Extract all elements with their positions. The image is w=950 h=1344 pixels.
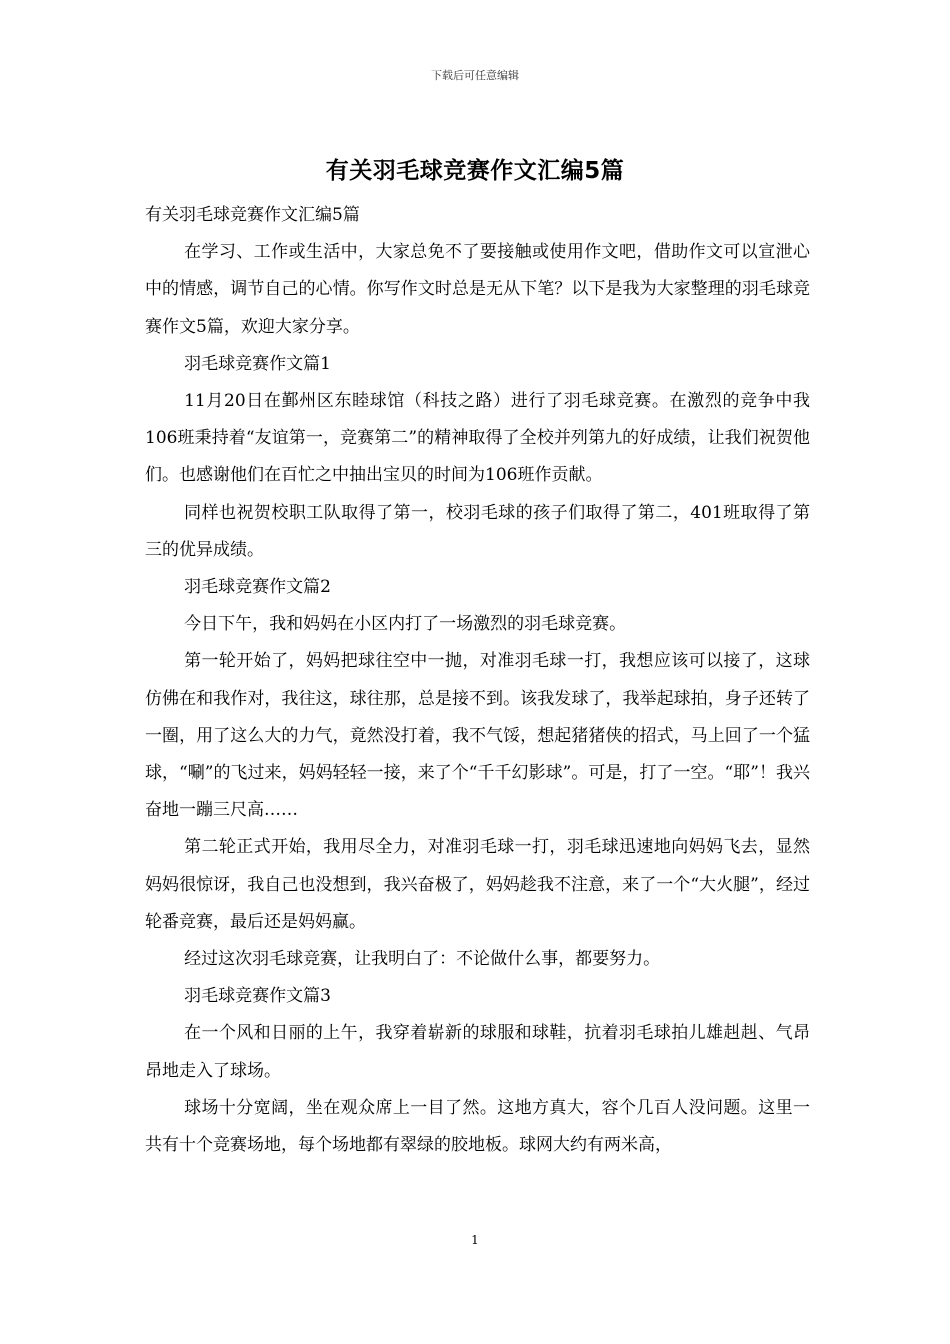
section-heading-3: 羽毛球竞赛作文篇3 xyxy=(184,986,331,1007)
body-paragraph: 经过这次羽毛球竞赛，让我明白了：不论做什么事，都要努力。 xyxy=(184,949,661,970)
body-paragraph: 11月20日在鄞州区东睦球馆（科技之路）进行了羽毛球竞赛。在激烈的竞争中我106班秉持着“友谊第一，竞赛第二”的精神取得了全校并列第九的好成绩，让我们祝贺他们。也感谢他们在百忙之中抽出宝贝的时间为106班作贡献。 xyxy=(145,391,810,486)
section-heading-2: 羽毛球竞赛作文篇2 xyxy=(184,577,331,598)
body-paragraph: 球场十分宽阔，坐在观众席上一目了然。这地方真大，容个几百人没问题。这里一共有十个竞赛场地，每个场地都有翠绿的胶地板。球网大约有两米高， xyxy=(145,1097,810,1156)
intro-paragraph: 在学习、工作或生活中，大家总免不了要接触或使用作文吧，借助作文可以宣泄心中的情感，调节自己的心情。你写作文时总是无从下笔？以下是我为大家整理的羽毛球竞赛作文5篇，欢迎大家分享。 xyxy=(145,242,810,337)
page-header: 下载后可任意编辑 xyxy=(431,69,519,82)
body-paragraph: 第一轮开始了，妈妈把球往空中一抛，对准羽毛球一打，我想应该可以接了，这球仿佛在和我作对，我往这，球往那，总是接不到。该我发球了，我举起球拍，身子还转了一圈，用了这么大的力气，竟然没打着，我不气馁，想起猪猪侠的招式，马上回了一个猛球，“唰”的飞过来，妈妈轻轻一接，来了个“千千幻影球”。可是，打了一空。“耶”！我兴奋地一蹦三尺高…… xyxy=(145,651,810,821)
body-paragraph: 同样也祝贺校职工队取得了第一，校羽毛球的孩子们取得了第二，401班取得了第三的优异成绩。 xyxy=(145,502,810,560)
section-heading-1: 羽毛球竞赛作文篇1 xyxy=(184,353,331,374)
page-number: 1 xyxy=(471,1233,479,1247)
document-title: 有关羽毛球竞赛作文汇编5篇 xyxy=(325,158,625,184)
document-body xyxy=(145,197,810,1164)
subtitle-paragraph: 有关羽毛球竞赛作文汇编5篇 xyxy=(145,205,360,225)
body-paragraph: 第二轮正式开始，我用尽全力，对准羽毛球一打，羽毛球迅速地向妈妈飞去，显然妈妈很惊讶，我自己也没想到，我兴奋极了，妈妈趁我不注意，来了一个“大火腿”，经过轮番竞赛，最后还是妈妈赢。 xyxy=(145,837,810,932)
body-paragraph: 在一个风和日丽的上午，我穿着崭新的球服和球鞋，抗着羽毛球拍儿雄赳赳、气昂昂地走入了球场。 xyxy=(145,1023,810,1081)
body-paragraph: 今日下午，我和妈妈在小区内打了一场激烈的羽毛球竞赛。 xyxy=(184,614,627,635)
